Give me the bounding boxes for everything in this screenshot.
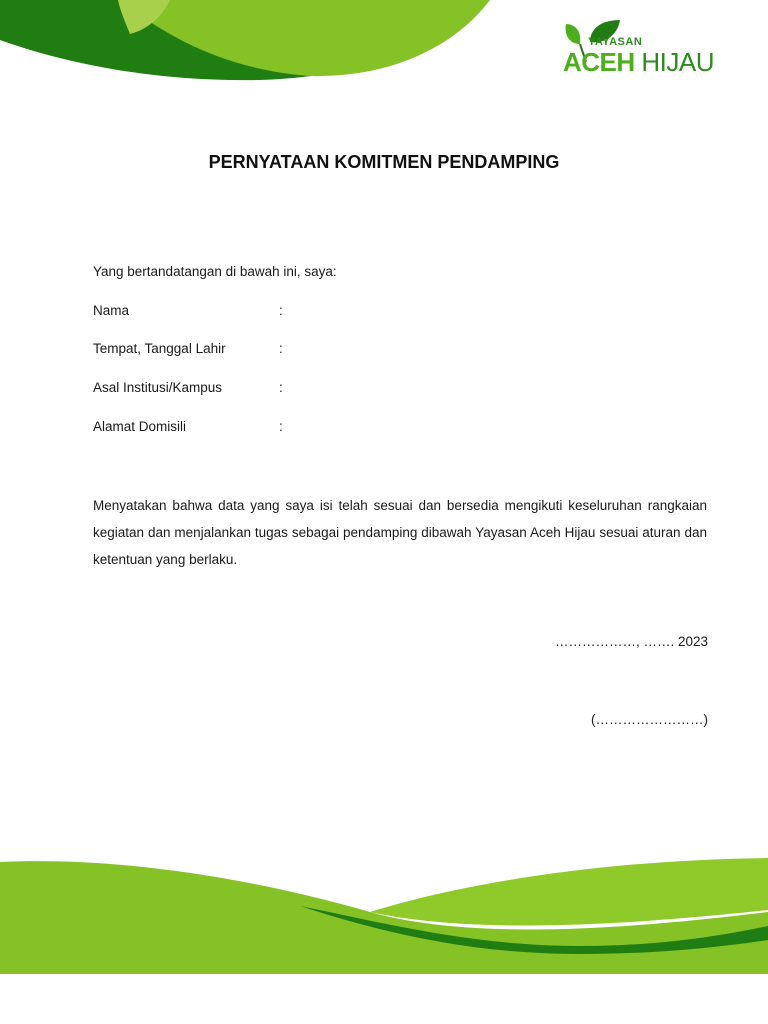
field-label: Asal Institusi/Kampus (93, 380, 223, 395)
footer-wave-decoration (0, 850, 768, 980)
date-line: ………………, ……. 2023 (554, 634, 708, 649)
document-title: PERNYATAAN KOMITMEN PENDAMPING (208, 152, 560, 172)
field-colon: : (279, 380, 283, 395)
intro-text: Yang bertandatangan di bawah ini, saya: (93, 264, 337, 279)
field-label: Alamat Domisili (93, 419, 187, 434)
yayasan-aceh-hijau-logo (560, 16, 715, 86)
logo-wordmark (563, 49, 714, 75)
logo-word-hijau: HIJAU (641, 47, 715, 77)
statement-paragraph: Menyatakan bahwa data yang saya isi telah sesuai dan bersedia mengikuti keseluruhan rangkaian kegiatan dan menjalankan tugas sebagai pendamping dibawah Yayasan Aceh Hijau sesuai aturan dan ketentuan yang berlaku. (93, 498, 707, 567)
field-label: Tempat, Tanggal Lahir (93, 341, 226, 356)
logo-small-text: YAYASAN (588, 36, 643, 48)
field-colon: : (279, 419, 283, 434)
signature-line: (……………………) (591, 712, 708, 727)
field-colon: : (279, 341, 283, 356)
field-label: Nama (93, 303, 130, 318)
logo-word-aceh: ACEH (563, 47, 635, 77)
field-colon: : (279, 303, 283, 318)
